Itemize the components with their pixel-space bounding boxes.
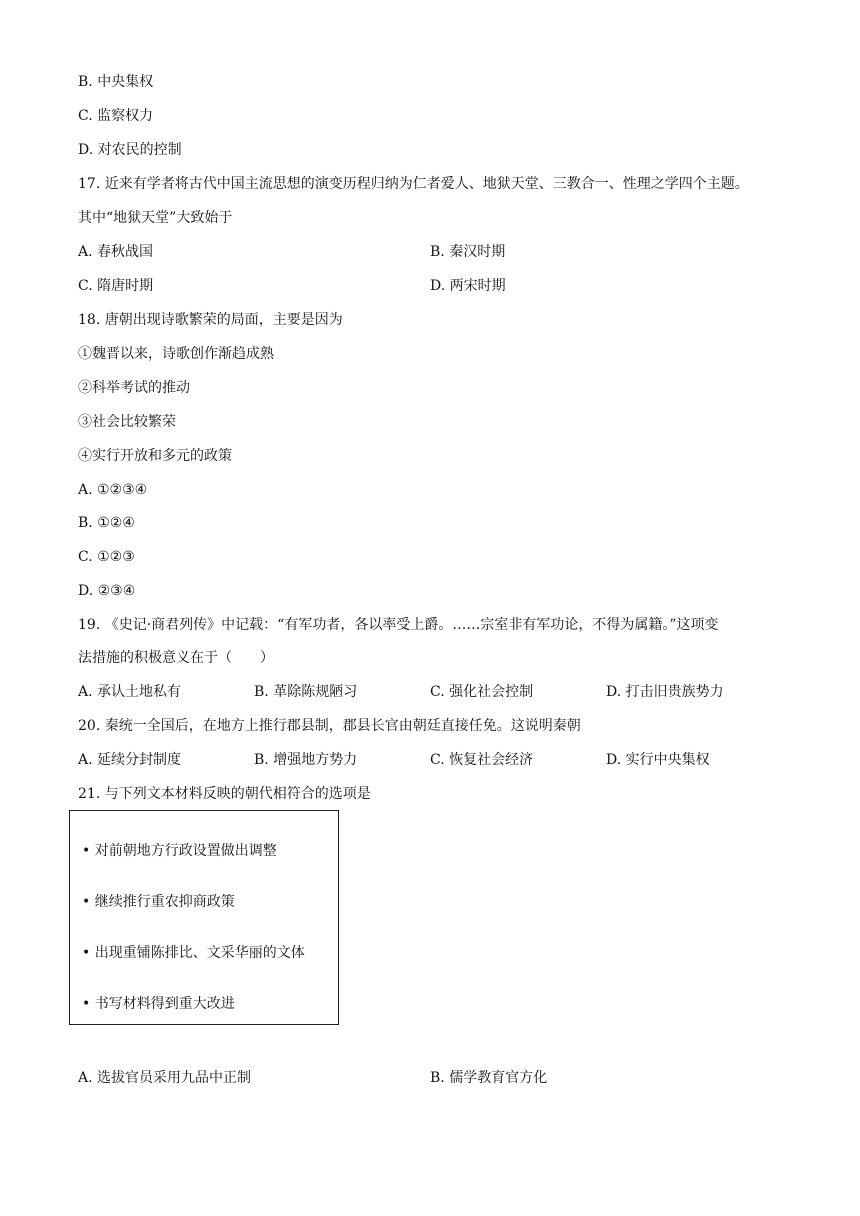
q20-option-b: B. 增强地方势力 (254, 752, 358, 768)
q21-material-item-2: • 继续推行重农抑商政策 (82, 894, 235, 910)
q18-stem: 18. 唐朝出现诗歌繁荣的局面，主要是因为 (78, 312, 343, 328)
q18-item-1: ①魏晋以来，诗歌创作渐趋成熟 (78, 346, 274, 362)
q18-item-3: ③社会比较繁荣 (78, 414, 176, 430)
q16-option-b: B. 中央集权 (78, 74, 154, 90)
q18-option-c: C. ①②③ (78, 549, 135, 565)
q17-option-b: B. 秦汉时期 (430, 244, 506, 260)
q19-option-a: A. 承认土地私有 (78, 684, 182, 700)
q21-material-item-1: • 对前朝地方行政设置做出调整 (82, 843, 277, 859)
q16-option-c: C. 监察权力 (78, 108, 154, 124)
q17-option-d: D. 两宋时期 (430, 278, 506, 294)
q17-option-c: C. 隋唐时期 (78, 278, 154, 294)
q20-stem: 20. 秦统一全国后，在地方上推行郡县制，郡县长官由朝廷直接任免。这说明秦朝 (78, 718, 581, 734)
q17-stem-line1: 17. 近来有学者将古代中国主流思想的演变历程归纳为仁者爱人、地狱天堂、三教合一、性理之学四个主题。 (78, 176, 749, 192)
q16-option-d: D. 对农民的控制 (78, 142, 182, 158)
q19-stem-line2: 法措施的积极意义在于（ ） (78, 650, 274, 666)
q20-option-c: C. 恢复社会经济 (430, 752, 534, 768)
q19-stem-line1: 19. 《史记·商君列传》中记载：“有军功者，各以率受上爵。……宗室非有军功论，不得为属籍。”这项变 (78, 617, 719, 633)
q17-option-a: A. 春秋战国 (78, 244, 154, 260)
q19-option-d: D. 打击旧贵族势力 (606, 684, 724, 700)
q18-option-a: A. ①②③④ (78, 482, 148, 498)
q21-option-b: B. 儒学教育官方化 (430, 1070, 548, 1086)
q20-option-a: A. 延续分封制度 (78, 752, 182, 768)
q18-option-d: D. ②③④ (78, 583, 136, 599)
q18-option-b: B. ①②④ (78, 515, 135, 531)
q21-material-box (69, 810, 339, 1025)
q21-material-item-3: • 出现重铺陈排比、文采华丽的文体 (82, 945, 305, 961)
q18-item-2: ②科举考试的推动 (78, 380, 190, 396)
q19-option-b: B. 革除陈规陋习 (254, 684, 358, 700)
q18-item-4: ④实行开放和多元的政策 (78, 448, 232, 464)
q20-option-d: D. 实行中央集权 (606, 752, 710, 768)
q19-option-c: C. 强化社会控制 (430, 684, 534, 700)
q21-option-a: A. 选拔官员采用九品中正制 (78, 1070, 252, 1086)
q17-stem-line2: 其中“地狱天堂”大致始于 (78, 210, 233, 226)
q21-stem: 21. 与下列文本材料反映的朝代相符合的选项是 (78, 786, 371, 802)
q21-material-item-4: • 书写材料得到重大改进 (82, 996, 235, 1012)
